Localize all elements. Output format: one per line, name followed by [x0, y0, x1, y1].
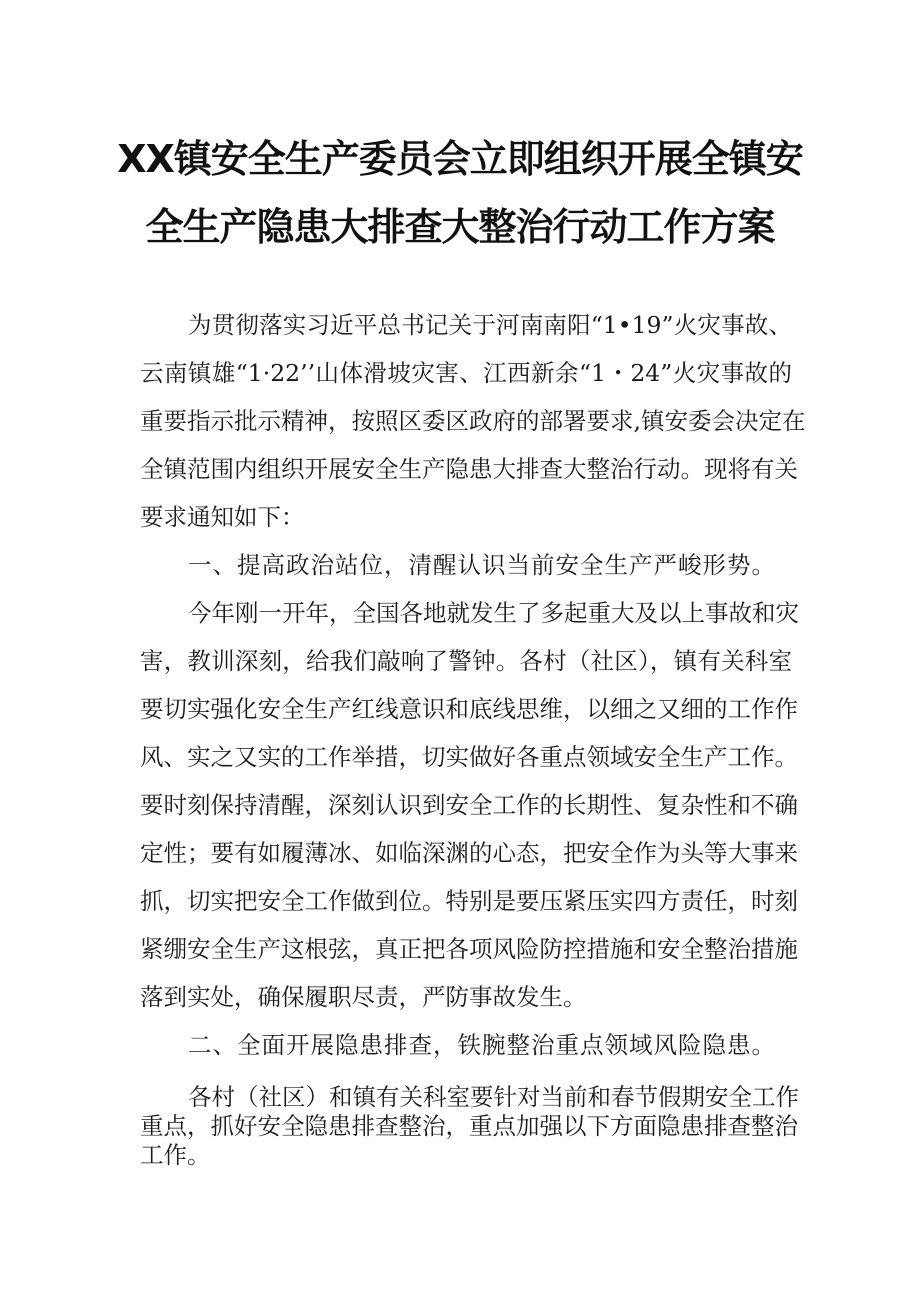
- paragraph-3-line-2: 重点，抓好安全隐患排查整治，重点加强以下方面隐患排查整治: [140, 1112, 798, 1140]
- paragraph-3-line-1: 各村（社区）和镇有关科室要针对当前和春节假期安全工作: [188, 1083, 799, 1111]
- paragraph-3-line-3: 工作。: [140, 1141, 211, 1169]
- paragraph-2-line-2: 害，教训深刻，给我们敲响了警钟。各村（社区），镇有关科室: [140, 647, 792, 675]
- section-heading-1: 一、提高政治站位，清醒认识当前安全生产严峻形势。: [188, 551, 776, 579]
- paragraph-2-line-5: 要时刻保持清醒，深刻认识到安全工作的长期性、复杂性和不确: [140, 791, 798, 819]
- paragraph-2-line-9: 落到实处，确保履职尽责，严防事故发生。: [140, 983, 587, 1011]
- document-title-line-1: XX镇安全生产委员会立即组织开展全镇安: [117, 137, 803, 181]
- paragraph-2-line-7: 抓，切实把安全工作做到位。特别是要压紧压实四方责任，时刻: [140, 887, 798, 915]
- paragraph-2-line-4: 风、实之又实的工作举措，切实做好各重点领域安全生产工作。: [140, 743, 798, 771]
- paragraph-2-line-8: 紧绷安全生产这根弦，真正把各项风险防控措施和安全整治措施: [140, 935, 798, 963]
- paragraph-2-line-1: 今年刚一开年，全国各地就发生了多起重大及以上事故和灾: [188, 599, 799, 627]
- section-heading-2: 二、全面开展隐患排查，铁腕整治重点领域风险隐患。: [188, 1031, 776, 1059]
- paragraph-2-line-6: 定性；要有如履薄冰、如临深渊的心态，把安全作为头等大事来: [140, 839, 798, 867]
- paragraph-1-line-3: 重要指示批示精神，按照区委区政府的部署要求,镇安委会决定在: [140, 407, 806, 435]
- paragraph-1-line-4: 全镇范围内组织开展安全生产隐患大排查大整治行动。现将有关: [140, 455, 798, 483]
- paragraph-1-line-2: 云南镇雄“1·22’’山体滑坡灾害、江西新余“1・24”火灾事故的: [140, 359, 792, 387]
- paragraph-1-line-1: 为贯彻落实习近平总书记关于河南南阳“1•19”火灾事故、: [188, 311, 792, 339]
- paragraph-1-line-5: 要求通知如下：: [140, 503, 305, 531]
- paragraph-2-line-3: 要切实强化安全生产红线意识和底线思维，以细之又细的工作作: [140, 695, 798, 723]
- document-title-line-2: 全生产隐患大排查大整治行动工作方案: [145, 205, 775, 249]
